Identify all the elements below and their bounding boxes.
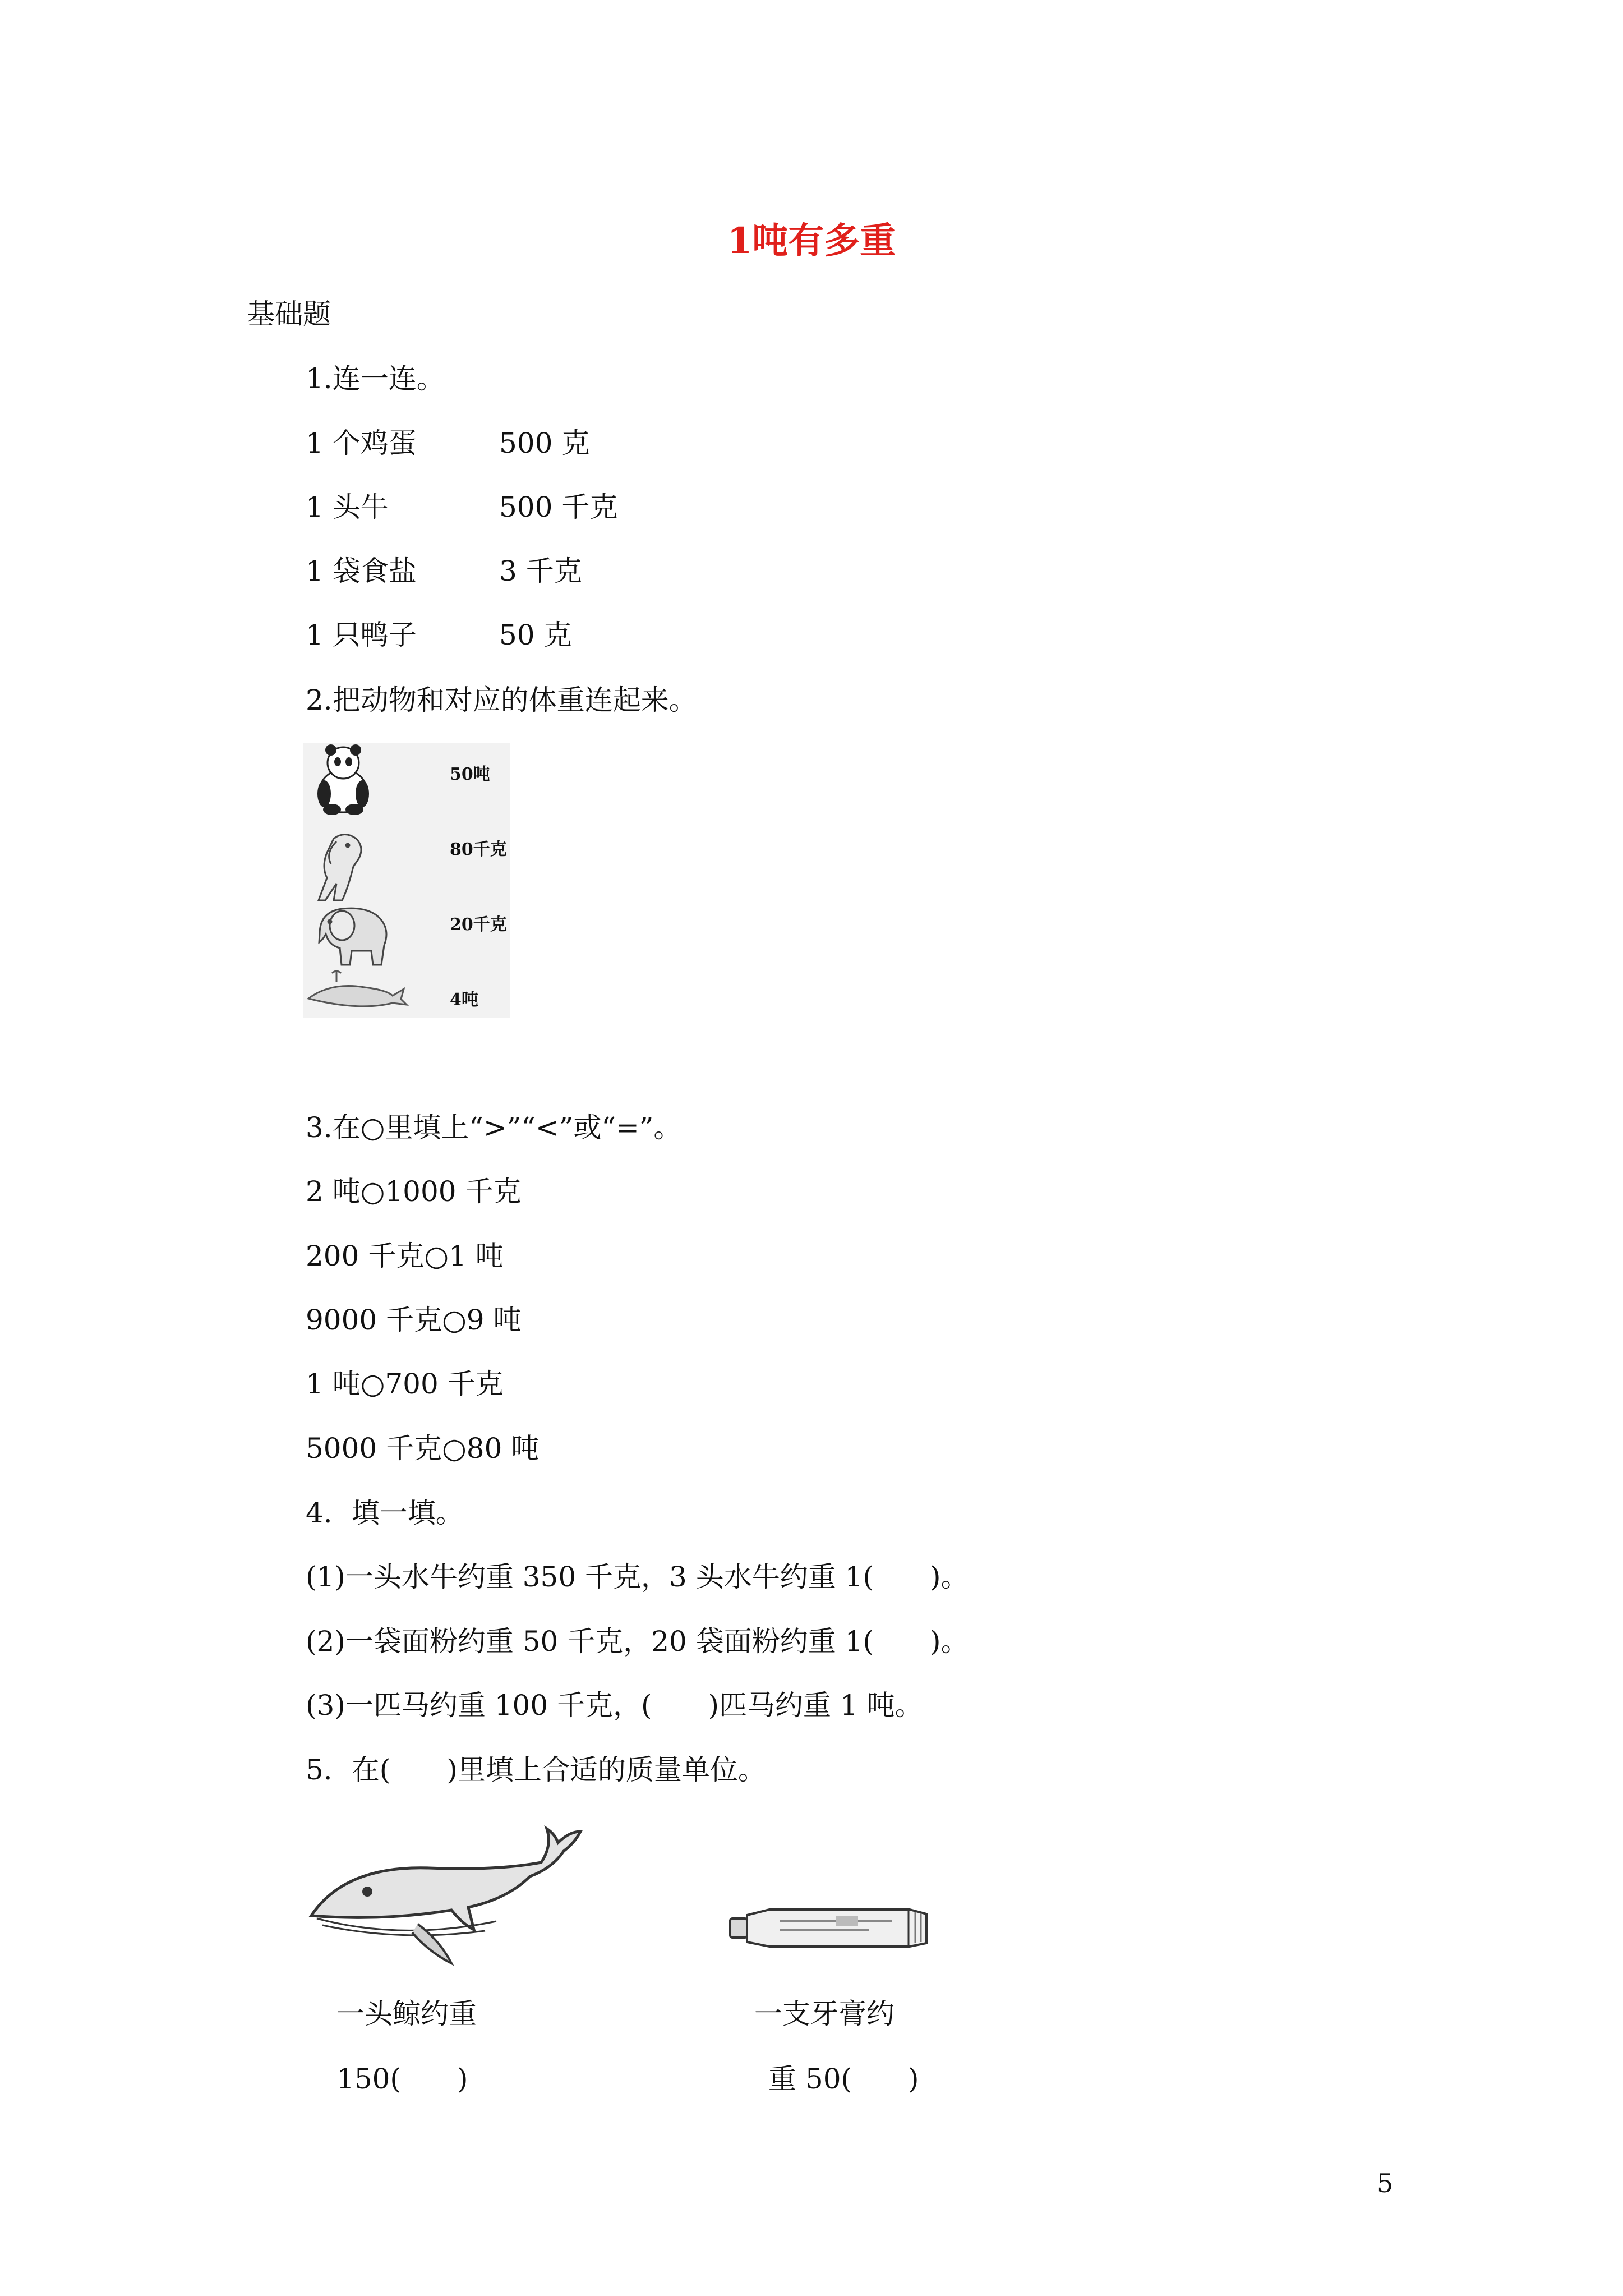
whale-figure [306, 1818, 592, 1969]
whale-icon [308, 971, 407, 1006]
q3-item: 200 千克○1 吨 [306, 1240, 504, 1272]
toothpaste-figure [729, 1896, 931, 1958]
q3-prompt: 3.在○里填上“>”“<”或“=”。 [306, 1111, 682, 1144]
dog-icon [319, 835, 361, 901]
q1-weight: 3 千克 [499, 555, 582, 587]
q1-weight: 500 克 [499, 427, 590, 459]
q2-weight: 50吨 [450, 765, 490, 784]
toothpaste-answer: 重 50( ) [768, 2063, 919, 2095]
q1-weight: 50 克 [499, 619, 572, 651]
q1-prompt: 1.连一连。 [306, 362, 445, 395]
q1-item: 1 个鸡蛋 [306, 427, 417, 459]
q1-item: 1 袋食盐 [306, 555, 417, 587]
q2-weight: 20千克 [450, 915, 507, 935]
toothpaste-caption: 一支牙膏约 [754, 1998, 895, 2030]
whale-caption: 一头鲸约重 [336, 1998, 477, 2030]
q3-item: 1 吨○700 千克 [306, 1368, 504, 1400]
elephant-icon [319, 908, 386, 965]
page-number: 5 [1377, 2168, 1394, 2198]
q4-item: (3)一匹马约重 100 千克，( )匹马约重 1 吨。 [306, 1689, 923, 1722]
q3-item: 5000 千克○80 吨 [306, 1432, 540, 1465]
page-title: 1吨有多重 [727, 220, 896, 262]
q1-weight: 500 千克 [499, 491, 618, 523]
section-heading: 基础题 [247, 298, 331, 330]
q4-item: (2)一袋面粉约重 50 千克，20 袋面粉约重 1( )。 [306, 1625, 969, 1658]
q4-prompt: 4．填一填。 [306, 1497, 464, 1529]
toothpaste-icon [730, 1910, 926, 1947]
whale-answer: 150( ) [336, 2063, 468, 2095]
q2-prompt: 2.把动物和对应的体重连起来。 [306, 684, 697, 716]
q1-item: 1 头牛 [306, 491, 389, 523]
panda-icon [317, 744, 369, 815]
q2-weight: 80千克 [450, 840, 507, 859]
q5-prompt: 5．在( )里填上合适的质量单位。 [306, 1754, 766, 1786]
q1-item: 1 只鸭子 [306, 619, 417, 651]
q3-item: 2 吨○1000 千克 [306, 1175, 522, 1208]
q3-item: 9000 千克○9 吨 [306, 1304, 522, 1336]
animal-weight-figure [303, 743, 510, 1018]
q4-item: (1)一头水牛约重 350 千克，3 头水牛约重 1( )。 [306, 1561, 969, 1593]
q2-weight: 4吨 [450, 990, 478, 1010]
whale-icon [311, 1829, 580, 1963]
